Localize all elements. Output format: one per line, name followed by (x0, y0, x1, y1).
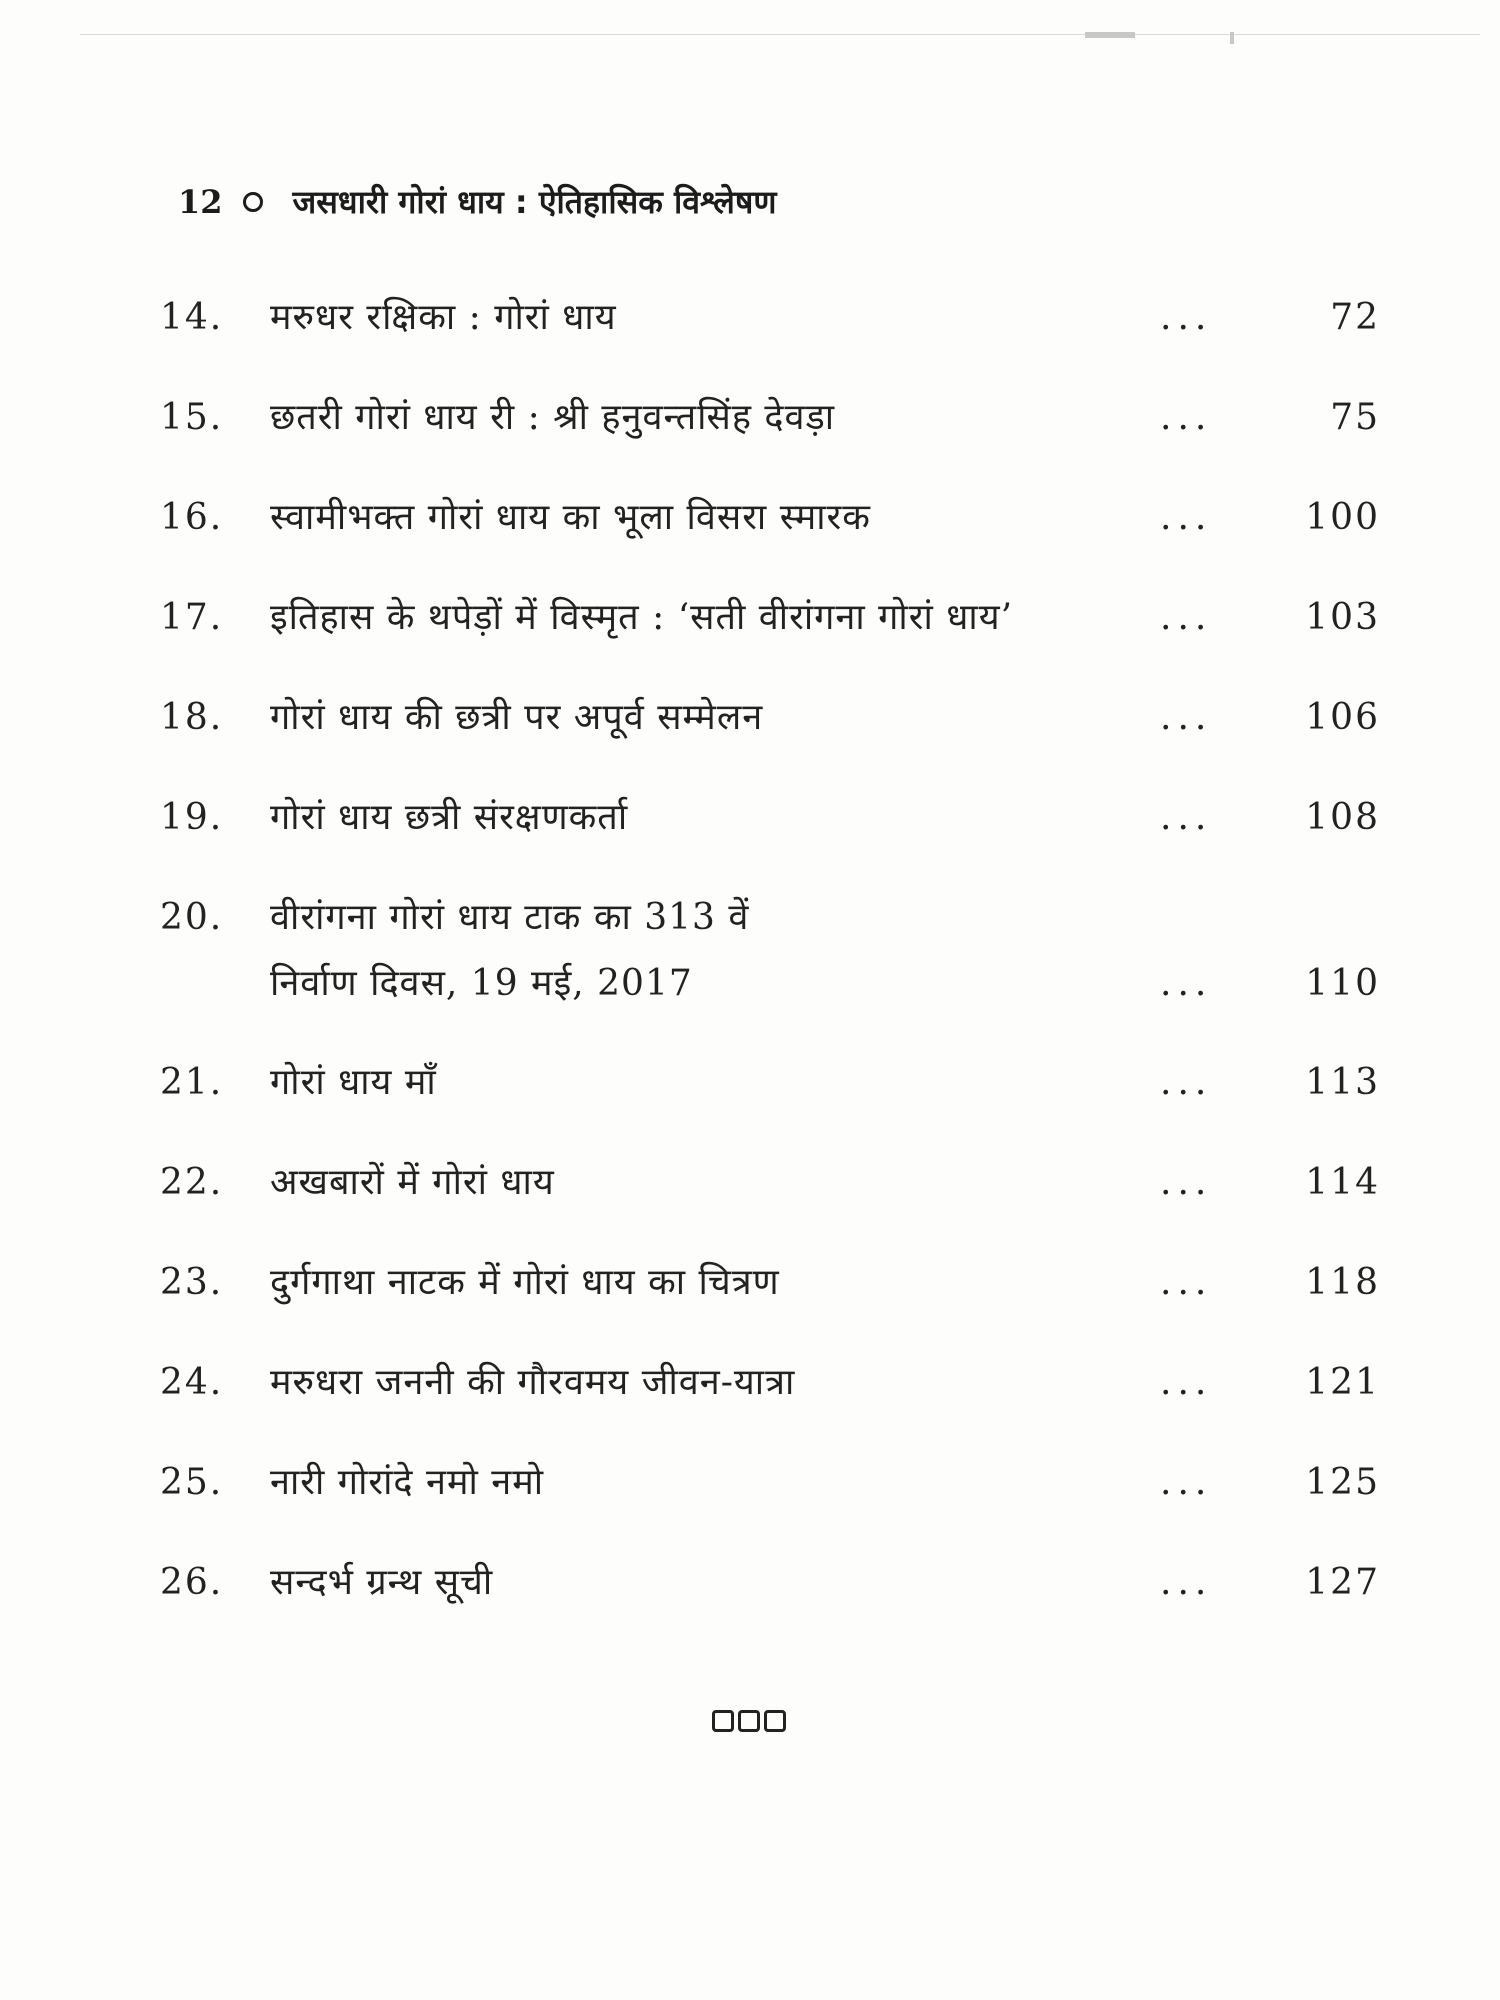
toc-entry-page: 113 (1305, 1062, 1380, 1103)
toc-entry-number: 22. (160, 1162, 224, 1203)
toc-entry-title (270, 485, 871, 551)
toc-leader-dots: ... (1160, 397, 1213, 438)
scan-artifact (1085, 32, 1135, 38)
toc-entry-title (270, 685, 763, 751)
toc-entry (160, 1350, 1380, 1416)
toc-entry-page: 127 (1305, 1562, 1380, 1603)
toc-entry-page: 103 (1305, 597, 1380, 638)
toc-entry-page: 75 (1330, 397, 1380, 438)
book-title: जसधारी गोरां धाय : ऐतिहासिक विश्लेषण (292, 183, 777, 221)
page-number: 12 (178, 182, 223, 221)
toc-entry (160, 785, 1380, 851)
toc-entry-number: 24. (160, 1362, 224, 1403)
toc-entry-title (270, 1050, 437, 1116)
toc-entry-number: 19. (160, 797, 224, 838)
square-ornament-icon (712, 1710, 734, 1732)
toc-leader-dots: ... (1160, 1462, 1213, 1503)
toc-entry (160, 1050, 1380, 1116)
toc-leader-dots: ... (1160, 497, 1213, 538)
toc-entry-title-line: वीरांगना गोरां धाय टाक का 313 वें (270, 897, 750, 938)
toc-entry-page: 121 (1305, 1362, 1380, 1403)
toc-entry-title-line: नारी गोरांदे नमो नमो (270, 1462, 545, 1503)
toc-entry (160, 285, 1380, 351)
toc-entry-page: 114 (1305, 1162, 1380, 1203)
toc-leader-dots: ... (1160, 1062, 1213, 1103)
toc-entry (160, 685, 1380, 751)
toc-entry-page: 125 (1305, 1462, 1380, 1503)
toc-entry-title (270, 1550, 493, 1616)
toc-leader-dots: ... (1160, 1362, 1213, 1403)
toc-leader-dots: ... (1160, 1262, 1213, 1303)
toc-entry-title-line: निर्वाण दिवस, 19 मई, 2017 (270, 963, 693, 1004)
toc-entry (160, 1550, 1380, 1616)
toc-leader-dots: ... (1160, 1162, 1213, 1203)
toc-entry-number: 16. (160, 497, 224, 538)
toc-entry-number: 18. (160, 697, 224, 738)
square-ornament-icon (764, 1710, 786, 1732)
toc-entry-title-line: अखबारों में गोरां धाय (270, 1162, 555, 1203)
toc-entry-number: 21. (160, 1062, 224, 1103)
toc-entry-title (270, 1350, 795, 1416)
toc-entry-title-line: गोरां धाय छत्री संरक्षणकर्ता (270, 797, 629, 838)
toc-entry-number: 20. (160, 897, 224, 938)
toc-entry (160, 1250, 1380, 1316)
toc-entry-title-line: गोरां धाय की छत्री पर अपूर्व सम्मेलन (270, 697, 764, 738)
toc-entry-title (270, 285, 617, 351)
toc-entry-title-line: स्वामीभक्त गोरां धाय का भूला विसरा स्मारक (270, 497, 871, 538)
toc-entry (160, 885, 1380, 1017)
toc-leader-dots: ... (1160, 597, 1213, 638)
toc-entry-title-line: मरुधरा जननी की गौरवमय जीवन-यात्रा (270, 1362, 796, 1403)
toc-entry-page: 108 (1305, 797, 1380, 838)
toc-entry (160, 1450, 1380, 1516)
toc-entry (160, 385, 1380, 451)
toc-entry (160, 585, 1380, 651)
end-ornament (712, 1710, 786, 1732)
toc-leader-dots: ... (1160, 297, 1213, 338)
circle-ornament-icon (243, 192, 263, 212)
toc-entry-number: 25. (160, 1462, 224, 1503)
scan-artifact (1230, 32, 1234, 44)
toc-entry-number: 23. (160, 1262, 224, 1303)
toc-entry-number: 14. (160, 297, 224, 338)
toc-leader-dots: ... (1160, 1562, 1213, 1603)
top-rule (80, 34, 1480, 35)
toc-entry-title (270, 585, 1013, 651)
running-head (178, 180, 777, 223)
toc-leader-dots: ... (1160, 697, 1213, 738)
toc-entry (160, 485, 1380, 551)
square-ornament-icon (738, 1710, 760, 1732)
toc-entry-title-line: इतिहास के थपेड़ों में विस्मृत : ‘सती वीरांगना गोरां धाय’ (270, 597, 1014, 638)
toc-entry-page: 72 (1330, 297, 1380, 338)
toc-entry-page: 118 (1305, 1262, 1380, 1303)
toc-entry-title-line: मरुधर रक्षिका : गोरां धाय (270, 297, 617, 338)
toc-entry-title (270, 1150, 555, 1216)
toc-entry-title-line: सन्दर्भ ग्रन्थ सूची (270, 1562, 494, 1603)
toc-entry (160, 1150, 1380, 1216)
toc-entry-title-line: दुर्गगाथा नाटक में गोरां धाय का चित्रण (270, 1262, 780, 1303)
toc-leader-dots: ... (1160, 963, 1213, 1004)
toc-entry-title (270, 385, 835, 451)
toc-entry-number: 17. (160, 597, 224, 638)
toc-entry-title-line: छतरी गोरां धाय री : श्री हनुवन्तसिंह देवड़ा (270, 397, 836, 438)
toc-entry-title-line: गोरां धाय माँ (270, 1062, 437, 1103)
toc-entry-page: 110 (1305, 963, 1380, 1004)
toc-entry-title (270, 885, 749, 1017)
toc-entry-number: 26. (160, 1562, 224, 1603)
toc-entry-title (270, 785, 628, 851)
toc-leader-dots: ... (1160, 797, 1213, 838)
toc-entry-title (270, 1250, 780, 1316)
toc-entry-page: 100 (1305, 497, 1380, 538)
toc-entry-title (270, 1450, 544, 1516)
toc-entry-page: 106 (1305, 697, 1380, 738)
toc-entry-number: 15. (160, 397, 224, 438)
